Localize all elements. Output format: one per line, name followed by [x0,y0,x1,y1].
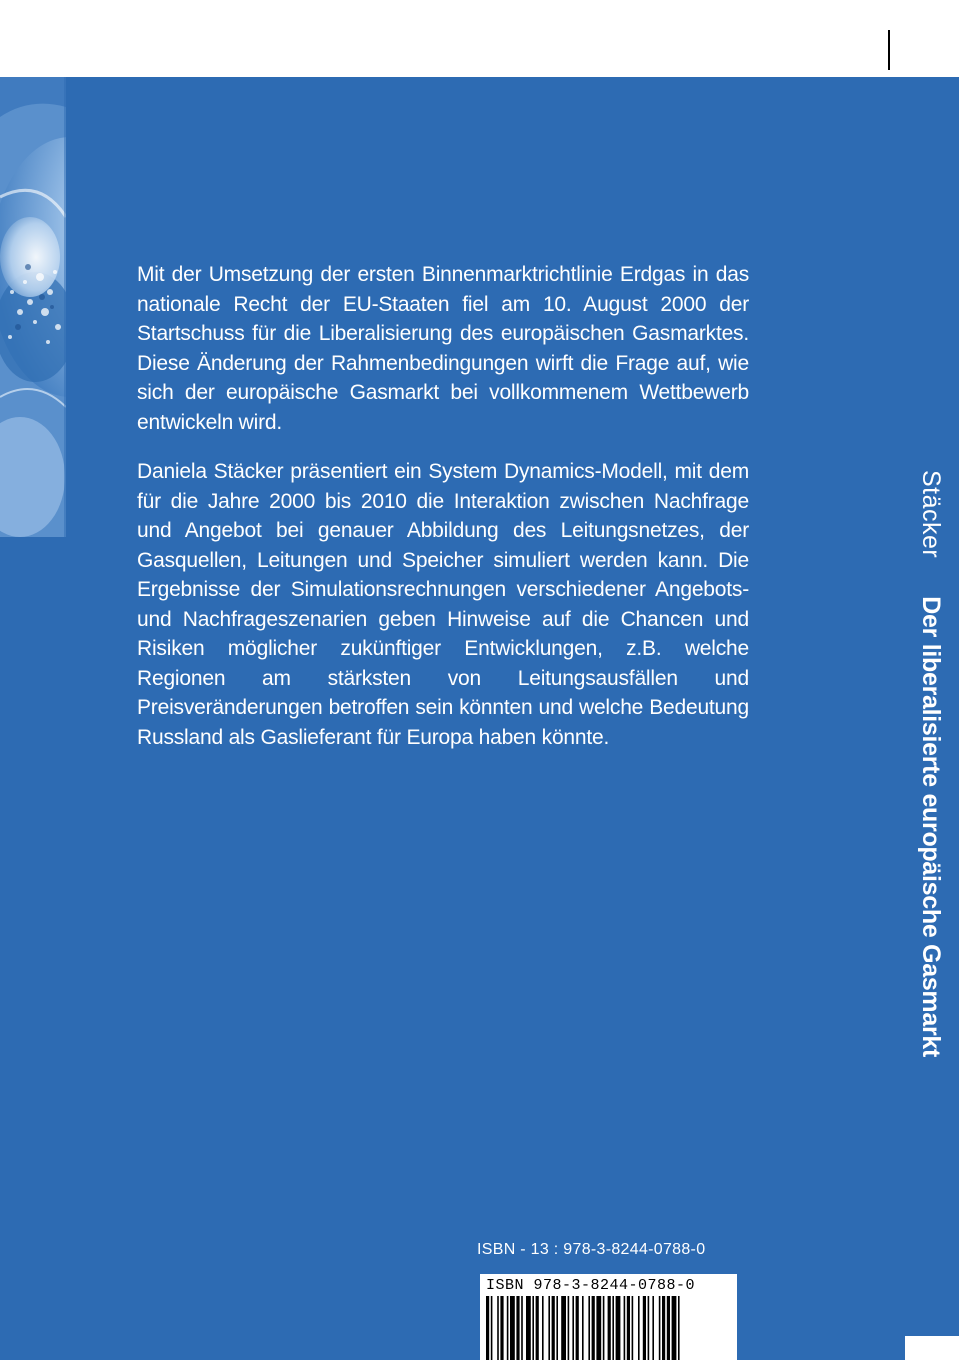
back-cover [0,77,959,1360]
barcode-bars-icon [480,1296,737,1360]
spine-author: Stäcker [917,470,945,559]
blurb-paragraph-1: Mit der Umsetzung der ersten Binnenmarktrichtlinie Erdgas in das nationale Recht der EU-Staaten fiel am 10. August 2000 der Startschuss für die Liberalisierung des europäischen Gasmarktes. Diese Änderung der Rahmenbedingungen wirft die Frage auf, wie sich der europäische Gasmarkt bei vollkommenem Wettbewerb entwickeln wird. [137,263,749,434]
blurb-paragraph-2: Daniela Stäcker präsentiert ein System Dynamics-Modell, mit dem für die Jahre 2000 bis 2010 die Interaktion zwischen Nachfrage und Angebot bei genauer Abbildung des Leitungsnetzes, der Gasquellen, Leitungen und Speicher simuliert werden kann. Die Ergebnisse der Simulationsrechnungen verschiedener Angebots- und Nachfrageszenarien geben Hinweise auf die Chancen und Risiken möglicher zukünftiger Entwicklungen, z.B. welche Regionen am stärksten von Leitungsausfällen und Preisveränderungen betroffen sein könnten und welche Bedeutung Russland als Gaslieferant für Europa haben könnte. [137,460,749,749]
trim-mark [888,30,890,70]
globe-artwork-icon [0,77,66,537]
isbn-text: ISBN - 13 : 978-3-8244-0788-0 [477,1241,706,1258]
spine-text [905,470,957,1190]
isbn-barcode [480,1274,737,1360]
barcode-label: ISBN 978-3-8244-0788-0 [486,1277,696,1294]
blurb [137,260,749,752]
top-white-margin [0,0,959,77]
spine [905,470,957,1190]
spine-title: Der liberalisierte europäische Gasmarkt [917,596,945,1058]
corner-white-mark [905,1336,959,1360]
